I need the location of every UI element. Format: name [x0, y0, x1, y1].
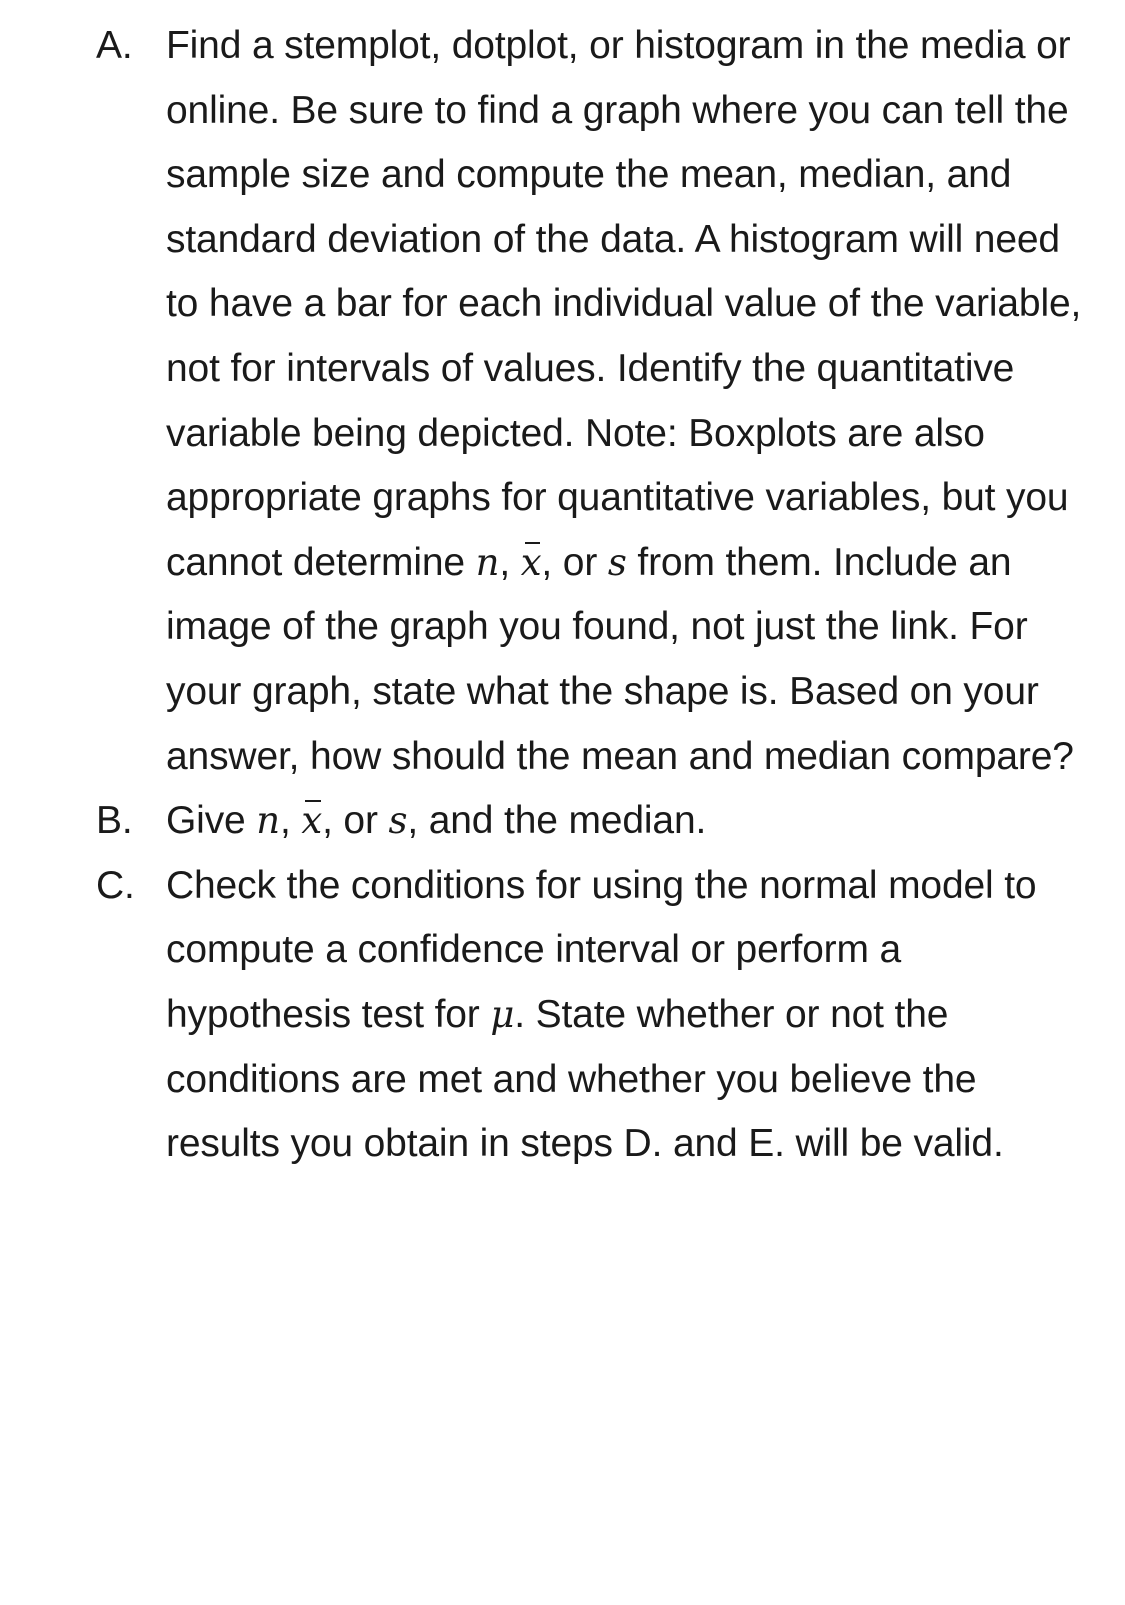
item-text: , and the median.	[407, 799, 707, 843]
item-text: . State whether or not the conditions are met and whether you believe the results you obtain in steps D. and E. will be valid.	[166, 992, 1004, 1166]
question-list	[96, 14, 1096, 1177]
symbol-x-bar: x	[521, 531, 542, 596]
symbol-mu: μ	[490, 992, 515, 1036]
separator: ,	[499, 540, 521, 584]
separator: ,	[279, 799, 302, 843]
separator: , or	[541, 540, 608, 584]
item-text: Find a stemplot, dotplot, or histogram in the media or online. Be sure to find a graph where you can tell the sample size and compute the mean, median, and standard deviation of the data. A histogram will need to have a bar for each individual value of the variable, not for intervals of values. Identify the quantitative variable being depicted. Note: Boxplots are also appropriate graphs for quantitative variables, but you cannot determine	[166, 24, 1082, 584]
item-text: Check the conditions for using the normal model to compute a confidence interval or perform a hypothesis test for	[166, 863, 1037, 1036]
symbol-s: s	[388, 799, 408, 843]
separator: , or	[322, 799, 389, 843]
list-marker: A.	[96, 24, 133, 67]
list-item-b	[96, 789, 1096, 854]
symbol-s: s	[607, 540, 627, 584]
symbol-n: n	[475, 540, 500, 584]
list-item-a	[96, 14, 1096, 789]
item-text: from them. Include an image of the graph you found, not just the link. For your graph, state what the shape is. Based on your answer, how should the mean and median compare?	[166, 540, 1074, 778]
list-marker: C.	[96, 863, 135, 907]
item-text: Give	[166, 799, 257, 843]
symbol-x-bar: x	[301, 789, 322, 854]
symbol-n: n	[256, 799, 280, 843]
list-marker: B.	[96, 799, 133, 843]
list-item-c	[96, 854, 1096, 1177]
